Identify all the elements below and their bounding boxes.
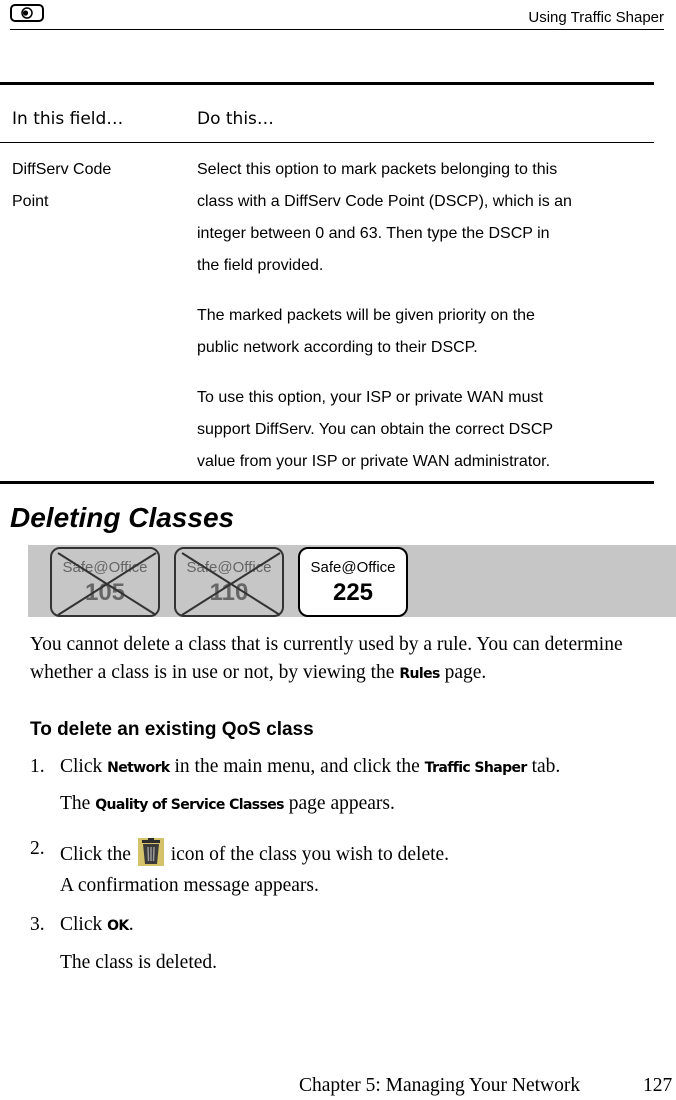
step-3-result: The class is deleted. [60, 952, 218, 973]
ok-button-ref: OK [107, 918, 129, 934]
step-number: 1. [30, 756, 45, 777]
rules-page-ref: Rules [399, 666, 440, 682]
action-para2-line1: The marked packets will be given priority on the [197, 307, 535, 324]
action-para1-line4: the field provided. [197, 257, 324, 274]
product-applicability-bar [28, 545, 676, 617]
product-name: Safe@Office [186, 559, 272, 576]
product-badge-110 [174, 547, 284, 617]
table-cell-action [197, 154, 647, 478]
action-para3-line1: To use this option, your ISP or private WAN must [197, 389, 543, 406]
step-text: Click Network in the main menu, and click the Traffic Shaper tab. [60, 756, 561, 777]
procedure-step-3 [0, 914, 676, 942]
intro-line1: You cannot delete a class that is currently used by a rule. You can determine [30, 634, 623, 655]
product-name: Safe@Office [62, 559, 148, 576]
network-menu-ref: Network [107, 760, 170, 776]
step-number: 2. [30, 838, 45, 859]
product-name: Safe@Office [310, 559, 396, 576]
action-para1-line1: Select this option to mark packets belonging to this [197, 161, 558, 178]
header-divider [10, 29, 664, 30]
table-header-rule [0, 142, 654, 143]
product-model: 225 [332, 579, 374, 606]
table-header-field: In this field… [12, 109, 124, 129]
table-bottom-rule [0, 481, 654, 484]
unavailable-cross-icon [176, 549, 286, 619]
unavailable-cross-icon [52, 549, 162, 619]
product-model: 110 [209, 579, 249, 606]
table-header-action: Do this… [197, 109, 274, 129]
procedure-step-1 [0, 756, 676, 784]
section-title: Deleting Classes [10, 502, 235, 533]
procedure-step-2 [0, 838, 676, 866]
step-1-result: The Quality of Service Classes page appears. [60, 793, 395, 814]
table-cell-field [12, 154, 111, 218]
intro-line2 [30, 659, 676, 688]
trash-can-icon [138, 838, 164, 866]
step-2-result: A confirmation message appears. [60, 875, 319, 896]
procedure-title: To delete an existing QoS class [30, 719, 314, 740]
intro-text-end: page. [439, 662, 487, 683]
intro-text: whether a class is in use or not, by viewing the [30, 662, 400, 683]
field-name-line1: DiffServ Code [12, 161, 112, 178]
action-para3-line2: support DiffServ. You can obtain the correct DSCP [197, 421, 554, 438]
step-text: Click OK. [60, 914, 134, 935]
step-number: 3. [30, 914, 45, 935]
page-header-title: Using Traffic Shaper [528, 9, 664, 26]
action-para2-line2: public network according to their DSCP. [197, 339, 478, 356]
eye-logo-icon [10, 4, 44, 22]
product-badge-105 [50, 547, 160, 617]
footer-page-number: 127 [643, 1075, 673, 1096]
action-para1-line3: integer between 0 and 63. Then type the DSCP in [197, 225, 550, 242]
product-badge-225 [298, 547, 408, 617]
qos-classes-page-ref: Quality of Service Classes [95, 797, 284, 813]
intro-paragraph [30, 631, 676, 688]
step-text: Click the icon of the class you wish to delete. [60, 838, 449, 866]
footer-chapter: Chapter 5: Managing Your Network [299, 1075, 581, 1096]
action-para1-line2: class with a DiffServ Code Point (DSCP), which is an [197, 193, 572, 210]
field-name-line2: Point [12, 193, 49, 210]
product-model: 105 [84, 579, 126, 606]
action-para3-line3: value from your ISP or private WAN administrator. [197, 453, 551, 470]
table-top-rule [0, 82, 654, 85]
traffic-shaper-tab-ref: Traffic Shaper [424, 760, 527, 776]
